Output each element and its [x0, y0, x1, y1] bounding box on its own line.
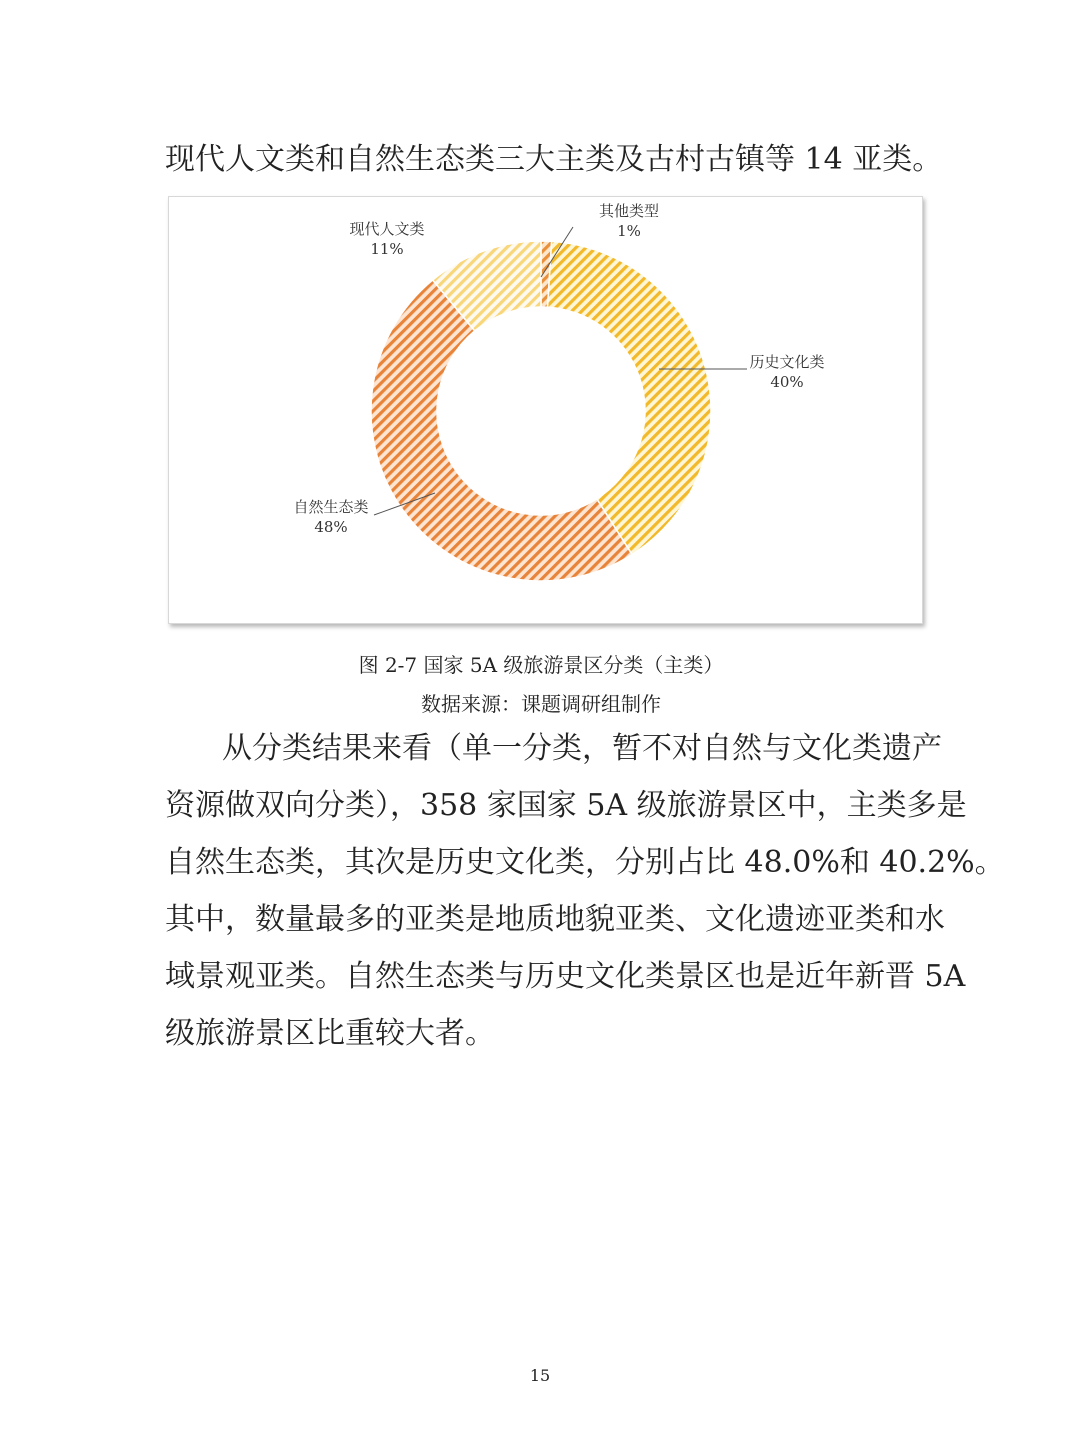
- paragraph-line-1: 从分类结果来看（单一分类，暂不对自然与文化类遗产: [222, 731, 942, 766]
- source-caption: 数据来源：课题调研组制作: [421, 692, 661, 716]
- paragraph-line-2: 资源做双向分类），358 家国家 5A 级旅游景区中，主类多是: [165, 788, 967, 823]
- paragraph-line-6: 级旅游景区比重较大者。: [165, 1016, 495, 1051]
- top-text-line: 现代人文类和自然生态类三大主类及古村古镇等 14 亚类。: [165, 142, 943, 177]
- slice-label-pct-other: 1%: [617, 222, 641, 240]
- donut-chart-frame: [168, 196, 923, 624]
- donut-slice-history: [548, 241, 711, 554]
- slice-label-name-nature: 自然生态类: [293, 498, 369, 516]
- page-number: 15: [529, 1366, 551, 1385]
- slice-label-name-history: 历史文化类: [749, 353, 825, 371]
- slice-label-pct-nature: 48%: [314, 518, 348, 536]
- slice-label-name-other: 其他类型: [598, 202, 660, 220]
- figure-caption: 图 2-7 国家 5A 级旅游景区分类（主类）: [358, 653, 724, 677]
- paragraph-line-4: 其中，数量最多的亚类是地质地貌亚类、文化遗迹亚类和水: [165, 902, 945, 937]
- paragraph-line-3: 自然生态类，其次是历史文化类，分别占比 48.0%和 40.2%。: [165, 845, 1005, 880]
- slice-label-name-modern: 现代人文类: [349, 220, 425, 238]
- paragraph-line-5: 域景观亚类。自然生态类与历史文化类景区也是近年新晋 5A: [165, 959, 966, 994]
- slice-label-pct-history: 40%: [770, 373, 804, 391]
- slice-label-pct-modern: 11%: [370, 240, 404, 258]
- donut-slices: [371, 241, 711, 581]
- donut-chart: [169, 197, 922, 623]
- donut-slice-nature: [371, 280, 632, 581]
